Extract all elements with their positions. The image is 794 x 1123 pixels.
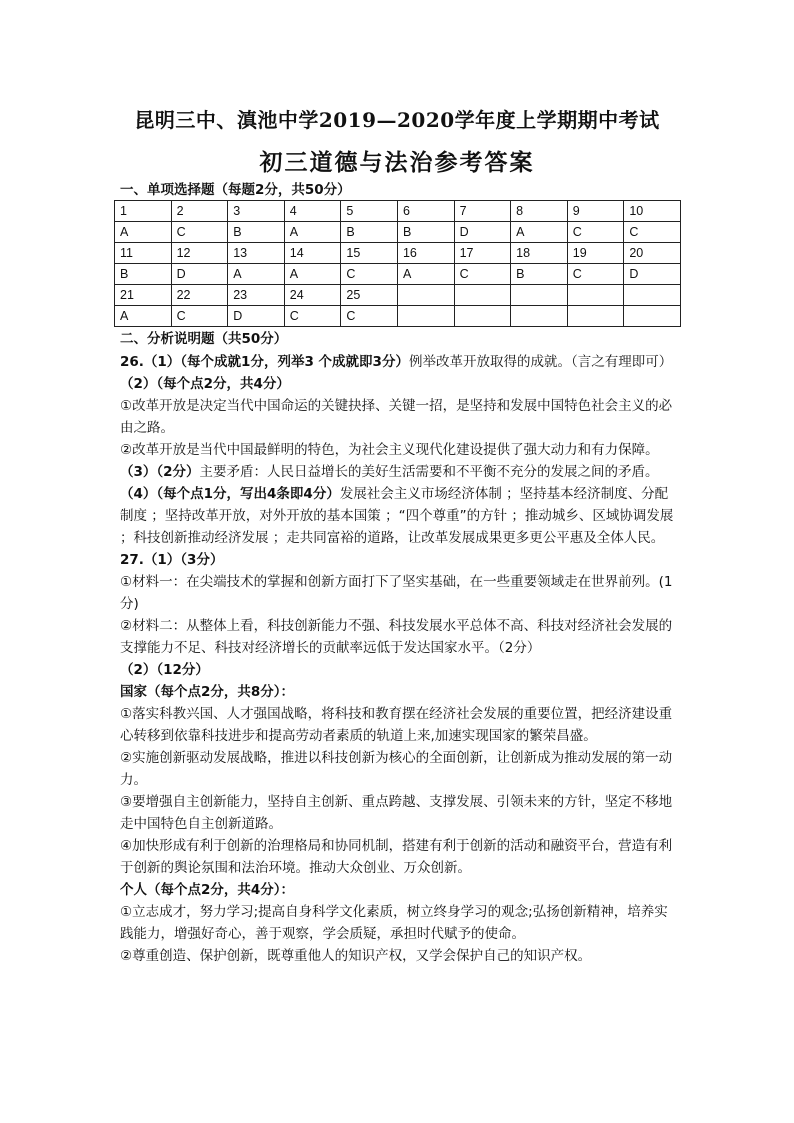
question-number-cell: 14: [284, 243, 341, 264]
q26-part3: [120, 461, 680, 483]
personal-point-2: ②尊重创造、保护创新，既尊重他人的知识产权，又学会保护自己的知识产权。: [120, 948, 592, 964]
question-number-cell: 13: [228, 243, 285, 264]
question-number-row: [115, 201, 681, 222]
answer-cell: B: [115, 264, 172, 285]
answer-row: [115, 306, 681, 327]
q26-part4-text: 发展社会主义市场经济体制 ；坚持基本经济制度、分配制度 ；坚持改革开放，对外开放的基本国策 ；“四个尊重”的方针 ；推动城乡、区域协调发展 ；科技创新推动经济发展 ；走共同富裕的道路，让改革发展成果更多更公平惠及全体人民。: [120, 486, 674, 546]
answer-cell: D: [228, 306, 285, 327]
answer-row: [115, 264, 681, 285]
question-number-cell: 22: [171, 285, 228, 306]
q27-part1-point-1: ①材料一：在尖端技术的掌握和创新方面打下了坚实基础，在一些重要领域走在世界前列。(1分): [120, 574, 673, 612]
answer-cell: C: [567, 264, 624, 285]
question-number-row: [115, 243, 681, 264]
question-number-cell: 9: [567, 201, 624, 222]
answer-cell: [567, 306, 624, 327]
question-number-cell: 16: [397, 243, 454, 264]
answer-cell: C: [341, 306, 398, 327]
answer-cell: C: [171, 222, 228, 243]
q27-part1-heading: 27.（1）（3分）: [120, 552, 224, 568]
question-number-cell: 1: [115, 201, 172, 222]
answer-cell: D: [454, 222, 511, 243]
question-number-cell: 4: [284, 201, 341, 222]
question-number-cell: 17: [454, 243, 511, 264]
answer-cell: D: [171, 264, 228, 285]
answer-cell: [397, 306, 454, 327]
question-number-cell: 25: [341, 285, 398, 306]
answer-cell: A: [228, 264, 285, 285]
answer-cell: B: [511, 264, 568, 285]
question-number-cell: [454, 285, 511, 306]
answer-table: [114, 200, 681, 327]
q26-part3-text: 主要矛盾：人民日益增长的美好生活需要和不平衡不充分的发展之间的矛盾。: [199, 464, 659, 480]
question-number-cell: 7: [454, 201, 511, 222]
question-number-cell: 6: [397, 201, 454, 222]
answer-cell: D: [624, 264, 681, 285]
nation-point-3: ③要增强自主创新能力，坚持自主创新、重点跨越、支撑发展、引领未来的方针，坚定不移地走中国特色自主创新道路。: [120, 794, 673, 832]
question-number-cell: 5: [341, 201, 398, 222]
question-number-cell: 24: [284, 285, 341, 306]
question-number-cell: [624, 285, 681, 306]
answer-cell: C: [171, 306, 228, 327]
personal-heading: 个人（每个点2分，共4分）：: [120, 882, 295, 898]
question-number-cell: 19: [567, 243, 624, 264]
q26-part4: [120, 483, 680, 549]
question-number-cell: 15: [341, 243, 398, 264]
question-number-cell: 2: [171, 201, 228, 222]
q27-part2-heading: （2）（12分）: [120, 662, 209, 678]
nation-point-4: ④加快形成有利于创新的治理格局和协同机制，搭建有利于创新的活动和融资平台，营造有利于创新的舆论氛围和法治环境。推动大众创业、万众创新。: [120, 838, 673, 876]
answer-cell: B: [228, 222, 285, 243]
q26-part2-point-2: ②改革开放是当代中国最鲜明的特色，为社会主义现代化建设提供了强大动力和有力保障。: [120, 442, 659, 458]
nation-point-2: ②实施创新驱动发展战略，推进以科技创新为核心的全面创新，让创新成为推动发展的第一动力。: [120, 750, 673, 788]
answer-cell: C: [454, 264, 511, 285]
answer-cell: B: [397, 222, 454, 243]
answer-cell: [624, 306, 681, 327]
question-number-cell: 18: [511, 243, 568, 264]
question-number-cell: 11: [115, 243, 172, 264]
answer-cell: A: [115, 306, 172, 327]
exam-title: 昆明三中、滇池中学2019—2020学年度上学期期中考试: [134, 108, 660, 132]
q27-part1-point-2: ②材料二：从整体上看，科技创新能力不强、科技发展水平总体不高、科技对经济社会发展的支撑能力不足、科技对经济增长的贡献率远低于发达国家水平。（2分）: [120, 618, 673, 656]
q26-part1: [120, 351, 680, 373]
q26-part2-point-1: ①改革开放是决定当代中国命运的关键抉择、关键一招，是坚持和发展中国特色社会主义的必由之路。: [120, 398, 673, 436]
question-number-cell: 23: [228, 285, 285, 306]
answer-cell: C: [624, 222, 681, 243]
q26-part4-heading: （4）（每个点1分，写出4条即4分）: [120, 486, 340, 502]
question-number-cell: 20: [624, 243, 681, 264]
answer-cell: [511, 306, 568, 327]
question-number-cell: [397, 285, 454, 306]
section-2-heading: 二、分析说明题（共50分）: [120, 331, 288, 347]
q26-part2-heading: （2）（每个点2分，共4分）: [120, 376, 290, 392]
question-number-cell: [567, 285, 624, 306]
answer-cell: C: [341, 264, 398, 285]
answer-body: [120, 351, 680, 967]
q26-part3-heading: （3）（2分）: [120, 464, 200, 480]
exam-subtitle: 初三道德与法治参考答案: [259, 149, 535, 176]
nation-point-1: ①落实科教兴国、人才强国战略，将科技和教育摆在经济社会发展的重要位置，把经济建设重心转移到依靠科技进步和提高劳动者素质的轨道上来,加速实现国家的繁荣昌盛。: [120, 706, 673, 744]
question-number-cell: 3: [228, 201, 285, 222]
answer-cell: [454, 306, 511, 327]
question-number-cell: 12: [171, 243, 228, 264]
question-number-cell: 21: [115, 285, 172, 306]
answer-cell: A: [397, 264, 454, 285]
answer-cell: A: [284, 264, 341, 285]
answer-cell: A: [284, 222, 341, 243]
q26-part1-heading: 26.（1）（每个成就1分，列举3 个成就即3分）: [120, 354, 409, 370]
answer-cell: C: [567, 222, 624, 243]
question-number-row: [115, 285, 681, 306]
q26-part1-text: 例举改革开放取得的成就。（言之有理即可）: [408, 354, 673, 370]
answer-cell: B: [341, 222, 398, 243]
question-number-cell: 10: [624, 201, 681, 222]
question-number-cell: 8: [511, 201, 568, 222]
answer-row: [115, 222, 681, 243]
answer-cell: A: [511, 222, 568, 243]
question-number-cell: [511, 285, 568, 306]
section-1-heading: 一、单项选择题（每题2分，共50分）: [120, 182, 351, 198]
answer-cell: C: [284, 306, 341, 327]
nation-heading: 国家（每个点2分，共8分）：: [120, 684, 295, 700]
answer-cell: A: [115, 222, 172, 243]
personal-point-1: ①立志成才，努力学习;提高自身科学文化素质，树立终身学习的观念;弘扬创新精神，培养实践能力，增强好奇心，善于观察，学会质疑，承担时代赋予的使命。: [120, 904, 668, 942]
